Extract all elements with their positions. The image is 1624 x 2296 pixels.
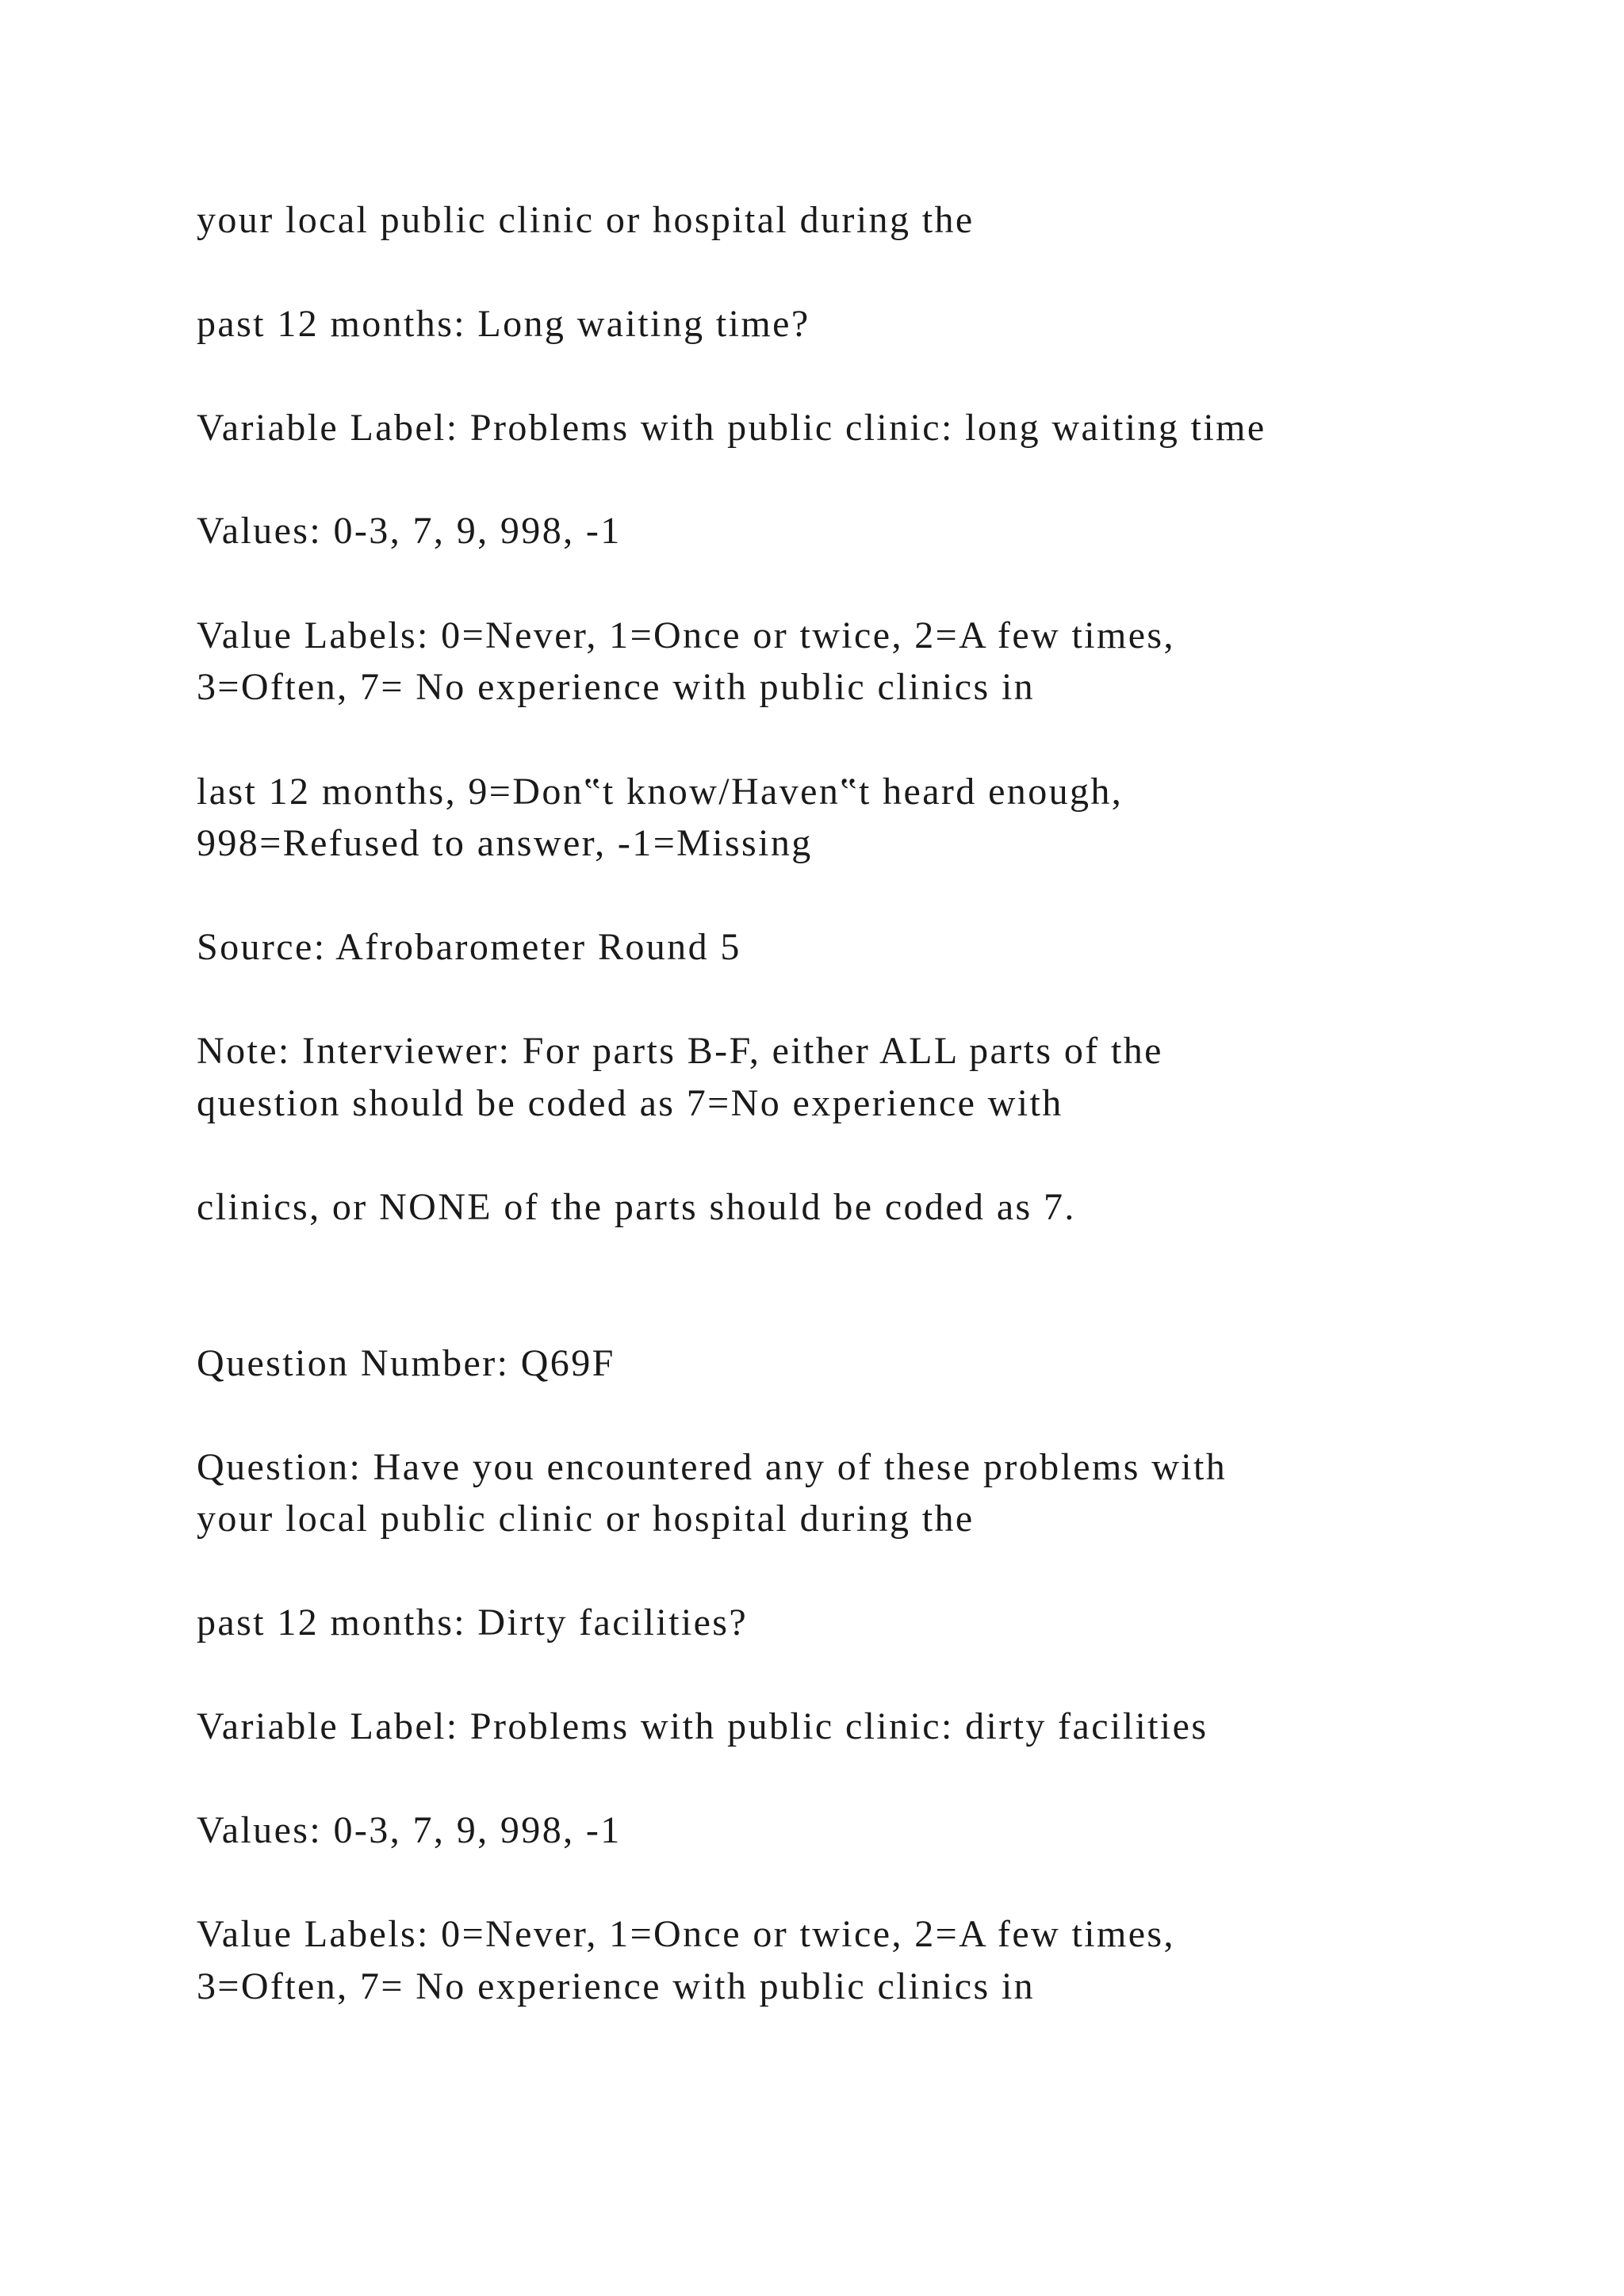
question-line: past 12 months: Dirty facilities?	[197, 1601, 749, 1644]
variable-label-line: Variable Label: Problems with public clinic: long waiting time	[197, 407, 1266, 449]
value-labels-line: 3=Often, 7= No experience with public clinics in	[197, 1965, 1036, 2007]
value-labels-line: 998=Refused to answer, -1=Missing	[197, 822, 813, 864]
values-line: Values: 0-3, 7, 9, 998, -1	[197, 1809, 622, 1851]
question-line: your local public clinic or hospital during the	[197, 1498, 975, 1540]
question-continuation-line: past 12 months: Long waiting time?	[197, 303, 810, 345]
question-number-line: Question Number: Q69F	[197, 1342, 615, 1384]
question-continuation-line: your local public clinic or hospital during the	[197, 199, 975, 241]
value-labels-line: Value Labels: 0=Never, 1=Once or twice, 2=A few times,	[197, 1913, 1175, 1955]
variable-label-line: Variable Label: Problems with public clinic: dirty facilities	[197, 1705, 1208, 1747]
source-line: Source: Afrobarometer Round 5	[197, 926, 741, 968]
question-line: Question: Have you encountered any of these problems with	[197, 1446, 1228, 1488]
note-line: clinics, or NONE of the parts should be coded as 7.	[197, 1186, 1076, 1228]
values-line: Values: 0-3, 7, 9, 998, -1	[197, 510, 622, 552]
value-labels-line: Value Labels: 0=Never, 1=Once or twice, 2=A few times,	[197, 614, 1175, 656]
value-labels-line: last 12 months, 9=Don‟t know/Haven‟t heard enough,	[197, 771, 1124, 813]
note-line: question should be coded as 7=No experience with	[197, 1082, 1063, 1124]
value-labels-line: 3=Often, 7= No experience with public clinics in	[197, 666, 1036, 708]
note-line: Note: Interviewer: For parts B-F, either ALL parts of the	[197, 1030, 1163, 1072]
